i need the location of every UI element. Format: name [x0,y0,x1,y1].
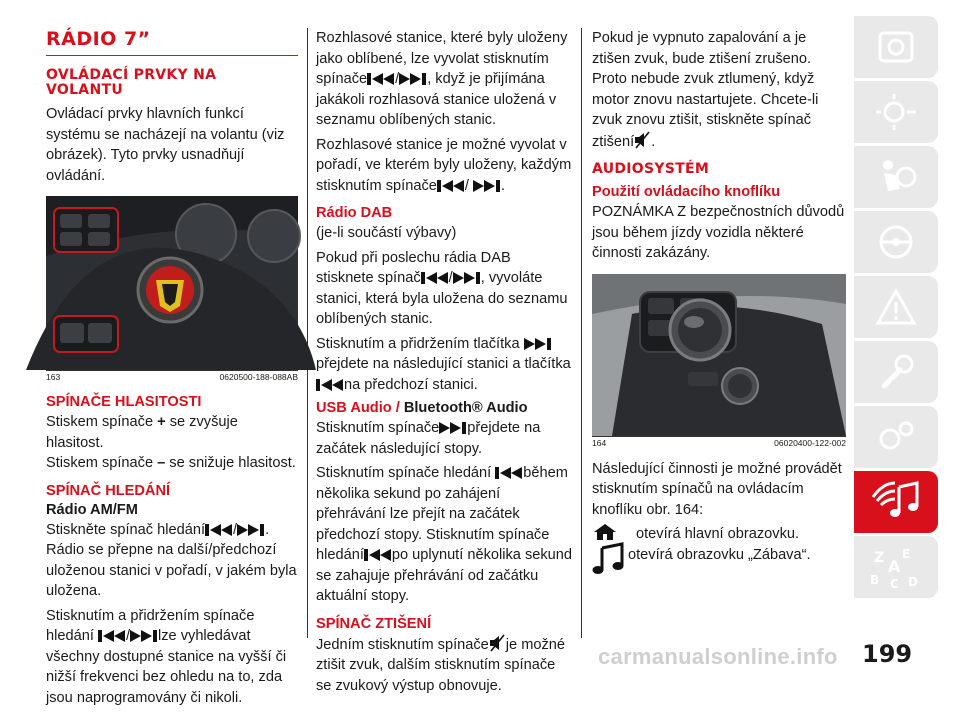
heading-audiosystem: AUDIOSYSTÉM [592,161,710,177]
seek-forward-icon [524,337,552,351]
tab-maintenance[interactable] [854,341,938,403]
heading-commander-usage: Použití ovládacího knoflíku [592,184,781,200]
column-1 [46,28,298,712]
list-item: otevírá hlavní obrazovku. [636,526,800,542]
seek-back-icon [316,378,344,392]
seek-forward-icon [453,271,481,285]
icon-list [592,524,846,576]
watermark: carmanualsonline.info [598,644,838,669]
minus-symbol: – [157,455,166,471]
seek-back-icon [421,271,449,285]
figure-code: 0620500-188-088AB [219,372,298,382]
svg-text:B: B [870,573,880,587]
paragraph: Jedním stisknutím spínače je možné ztišit zvuk, dalším stisknutím spínače se zvukový výstup obnovuje. [316,634,572,697]
page-title: RÁDIO 7” [46,28,298,56]
paragraph: Stisknutím a přidržením spínače hledání / lze vyhledávat všechny dostupné stanice na vyšší či nižší frekvenci bez ohledu na to, zda jsou naprogramovány či nikoli. [46,607,287,706]
paragraph: Stiskem spínače + se zvyšuje hlasitost. Stiskem spínače – se snižuje hlasitost. [46,414,296,471]
paragraph: POZNÁMKA Z bezpečnostních důvodů jsou během jízdy vozidla některé činnosti zakázány. [592,204,845,261]
page-number: 199 [862,640,913,668]
gears-icon [874,417,918,457]
figure-number: 164 [592,437,607,448]
figure-code: 06020400-122-002 [774,437,846,448]
heading-search-switch: SPÍNAČ HLEDÁNÍ [46,482,171,499]
paragraph: Rozhlasové stanice je možné vyvolat v pořadí, ve kterém byly uloženy, každým stisknutím spínače / . [316,136,572,194]
paragraph: Rozhlasové stanice, které byly uloženy jako oblíbené, lze vyvolat stisknutím spínače / , když je přijímána jakákoli rozhlasová stanice uložená v seznamu oblíbených stanic. [316,30,568,128]
paragraph: Stiskněte spínač hledání / . Rádio se přepne na další/předchozí uloženou stanici v pořadí, v jakém byla uložena. [46,521,297,599]
steering-wheel-icon [874,222,918,262]
commander-knob-photo [592,274,846,436]
seek-forward-icon [237,523,265,537]
paragraph: Pokud při poslechu rádia DAB stisknete spínač / , vyvoláte stanici, která byla uložena do seznamu oblíbených stanic. [316,249,568,327]
seek-back-icon [495,466,523,480]
svg-text:A: A [888,557,901,576]
heading-volume-switches: SPÍNAČE HLASITOSTI [46,394,202,410]
seek-back-icon [437,179,465,193]
seek-forward-icon [473,179,501,193]
subheading-am-fm: Rádio AM/FM [46,501,138,518]
heading-steering-controls: OVLÁDACÍ PRVKY NA VOLANTU [46,67,217,98]
dashboard-icon [874,27,918,67]
tab-dashboard[interactable] [854,16,938,78]
plus-symbol: + [157,414,166,430]
seek-back-icon [205,523,233,537]
seek-forward-icon [439,421,467,435]
alphabet-index-icon [866,542,926,592]
mute-icon [634,131,651,149]
figure-number: 163 [46,372,61,382]
tab-lights[interactable] [854,81,938,143]
subheading-usb-bluetooth: USB Audio / Bluetooth® Audio [316,400,528,416]
tab-driving[interactable] [854,211,938,273]
multimedia-icon [869,477,923,527]
home-icon [594,524,616,540]
tab-warning[interactable] [854,276,938,338]
music-note-icon [592,544,624,574]
column-3 [592,28,846,576]
paragraph: (je-li součástí výbavy) [316,225,457,241]
paragraph: Pokud je vypnuto zapalování a je ztišen zvuk, bude ztišení zrušeno. Proto nebude zvuk ztlumený, když motor znovu nastartujete. Chcete-li zvuk znovu ztišit, stiskněte spínač ztišení . [592,30,819,150]
list-item: otevírá obrazovku „Zábava“. [628,547,811,563]
figure-caption [592,436,846,449]
chapter-sidebar [854,16,938,601]
svg-text:C: C [890,577,899,591]
svg-text:E: E [902,547,911,561]
seek-back-icon [364,548,392,562]
seek-forward-icon [399,72,427,86]
paragraph: Následující činnosti je možné provádět stisknutím spínačů na ovládacím knoflíku obr. 164: [592,460,842,518]
tab-multimedia[interactable] [854,471,938,533]
svg-text:D: D [908,575,918,589]
heading-dab: Rádio DAB [316,205,393,221]
tab-safety[interactable] [854,146,938,208]
column-divider [307,28,308,638]
paragraph: Stisknutím spínače hledání během několika sekund po zahájení přehrávání lze přejít na začátek předchozí stopy. Stisknutím spínače hledání po uplynutí několika sekund se zahajuje přehrávání od začátku aktuální stopy. [316,465,573,604]
paragraph: Stisknutím spínače přejdete na začátek následující stopy. [316,420,541,457]
figure-caption [46,370,298,383]
column-2 [316,28,572,700]
svg-text:Z: Z [874,550,885,566]
column-divider [581,28,582,638]
mute-icon [489,634,506,652]
light-icon [874,92,918,132]
seek-back-icon [98,629,126,643]
seek-forward-icon [130,629,158,643]
airbag-icon [874,157,918,197]
tab-technical-data[interactable] [854,406,938,468]
steering-wheel-photo [46,196,298,370]
warning-icon [874,287,918,327]
heading-mute-switch: SPÍNAČ ZTIŠENÍ [316,615,432,632]
paragraph: Ovládací prvky hlavních funkcí systému se nacházejí na volantu (viz obrázek). Tyto prvky usnadňují ovládání. [46,106,285,184]
paragraph: Stisknutím a přidržením tlačítka přejdete na následující stanici a tlačítka na předchozí stanici. [316,335,571,393]
seek-back-icon [367,72,395,86]
tab-index[interactable] [854,536,938,598]
wrench-icon [874,352,918,392]
